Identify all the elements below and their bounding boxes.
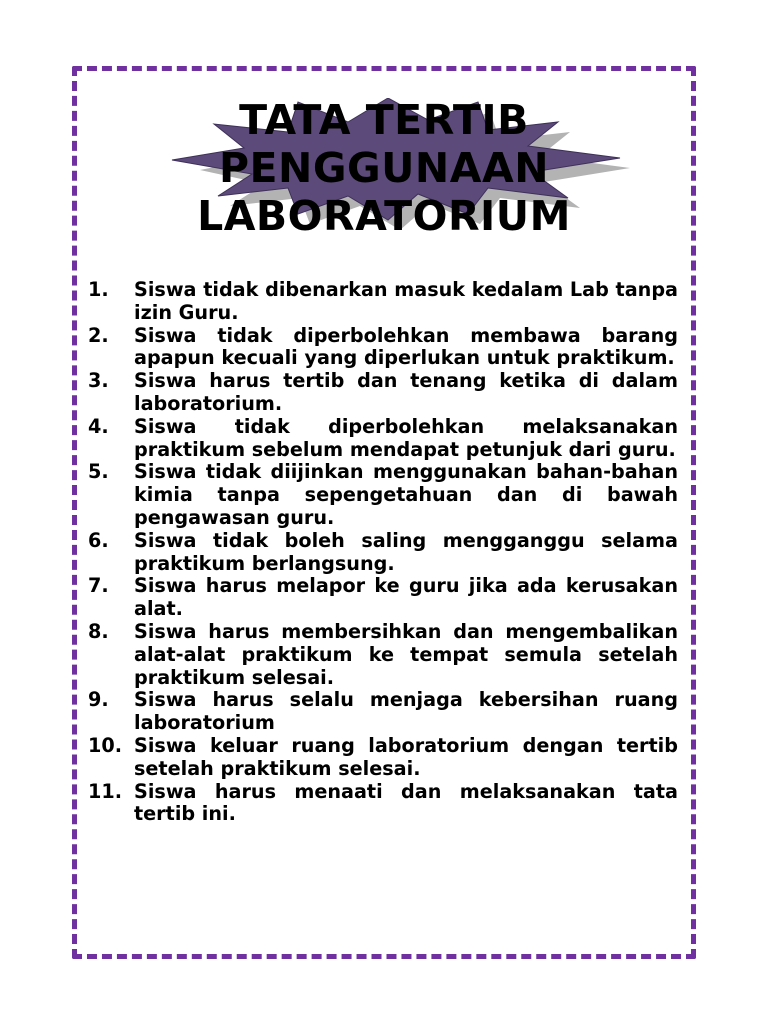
rule-number: 8. (88, 619, 109, 643)
rules-list (88, 279, 678, 826)
rule-number: 4. (88, 414, 109, 438)
rule-number: 7. (88, 574, 109, 598)
title-line-2: PENGGUNAAN (218, 144, 550, 192)
rule-text: Siswa harus melapor ke guru jika ada kerusakan alat. (134, 574, 678, 621)
rule-text: Siswa harus selalu menjaga kebersihan ruang laboratorium (134, 688, 678, 735)
rule-text: Siswa harus tertib dan tenang ketika di dalam laboratorium. (134, 369, 678, 415)
rule-text: Siswa harus membersihkan dan mengembalikan alat-alat praktikum ke tempat semula setelah praktikum selesai. (134, 619, 678, 689)
list-item (88, 735, 678, 781)
list-item (88, 689, 678, 735)
list-item (88, 575, 678, 621)
list-item (88, 530, 678, 576)
rule-number: 5. (88, 460, 109, 484)
list-item (88, 416, 678, 462)
rule-text: Siswa tidak boleh saling mengganggu selama praktikum berlangsung. (134, 528, 678, 575)
rule-text: Siswa keluar ruang laboratorium dengan tertib setelah praktikum selesai. (134, 733, 678, 780)
list-item (88, 461, 678, 529)
list-item (88, 325, 678, 371)
rule-text: Siswa tidak diijinkan menggunakan bahan-bahan kimia tanpa sepengetahuan dan di bawah pengawasan guru. (134, 460, 678, 529)
title-line-1: TATA TERTIB (239, 96, 529, 144)
list-item (88, 621, 678, 689)
list-item (88, 279, 678, 325)
list-item (88, 781, 678, 827)
rule-text: Siswa harus menaati dan melaksanakan tata tertib ini. (134, 779, 678, 826)
rule-number: 2. (88, 323, 109, 347)
rule-number: 6. (88, 528, 109, 552)
rule-number: 11. (88, 779, 122, 803)
title-line-3: LABORATORIUM (197, 192, 571, 240)
rule-number: 10. (88, 733, 122, 757)
rule-text: Siswa tidak diperbolehkan membawa barang apapun kecuali yang diperlukan untuk praktikum. (134, 323, 678, 370)
rule-number: 1. (88, 278, 109, 301)
rule-number: 9. (88, 688, 109, 712)
rule-number: 3. (88, 369, 109, 393)
page-title (100, 96, 668, 240)
list-item (88, 370, 678, 416)
rule-text: Siswa tidak dibenarkan masuk kedalam Lab tanpa izin Guru. (134, 278, 678, 324)
rule-text: Siswa tidak diperbolehkan melaksanakan praktikum sebelum mendapat petunjuk dari guru. (134, 414, 678, 461)
